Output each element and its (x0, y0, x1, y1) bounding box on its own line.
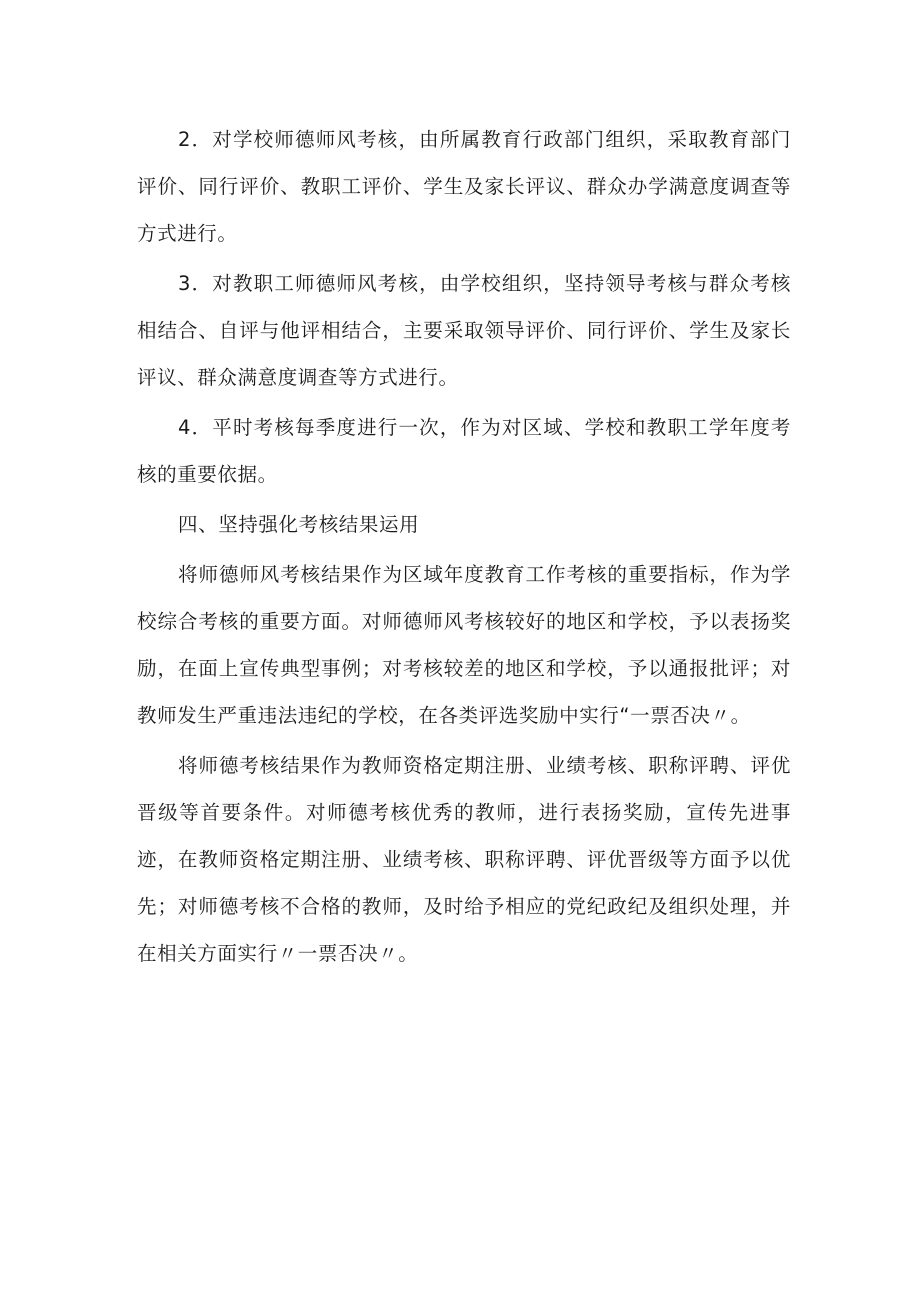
paragraph-item-3: 3．对教职工师德师风考核，由学校组织，坚持领导考核与群众考核相结合、自评与他评相结合，主要采取领导评价、同行评价、学生及家长评议、群众满意度调查等方式进行。 (137, 272, 791, 389)
paragraph-item-2: 2．对学校师德师风考核，由所属教育行政部门组织，采取教育部门评价、同行评价、教职工评价、学生及家长评议、群众办学满意度调查等方式进行。 (137, 128, 791, 245)
paragraph-result-2: 将师德考核结果作为教师资格定期注册、业绩考核、职称评聘、评优晋级等首要条件。对师德考核优秀的教师，进行表扬奖励，宣传先进事迹，在教师资格定期注册、业绩考核、职称评聘、评优晋级等方面予以优先；对师德考核不合格的教师，及时给予相应的党纪政纪及组织处理，并在相关方面实行〃一票否决〃。 (137, 754, 791, 965)
paragraph-result-1: 将师德师风考核结果作为区域年度教育工作考核的重要指标，作为学校综合考核的重要方面。对师德师风考核较好的地区和学校，予以表扬奖励，在面上宣传典型事例；对考核较差的地区和学校，予以通报批评；对教师发生严重违法违纪的学校，在各类评选奖励中实行“一票否决〃。 (137, 563, 791, 727)
paragraph-item-4: 4．平时考核每季度进行一次，作为对区域、学校和教职工学年度考核的重要依据。 (137, 416, 791, 486)
section-heading: 四、坚持强化考核结果运用 (178, 513, 420, 536)
document-body (137, 116, 791, 980)
